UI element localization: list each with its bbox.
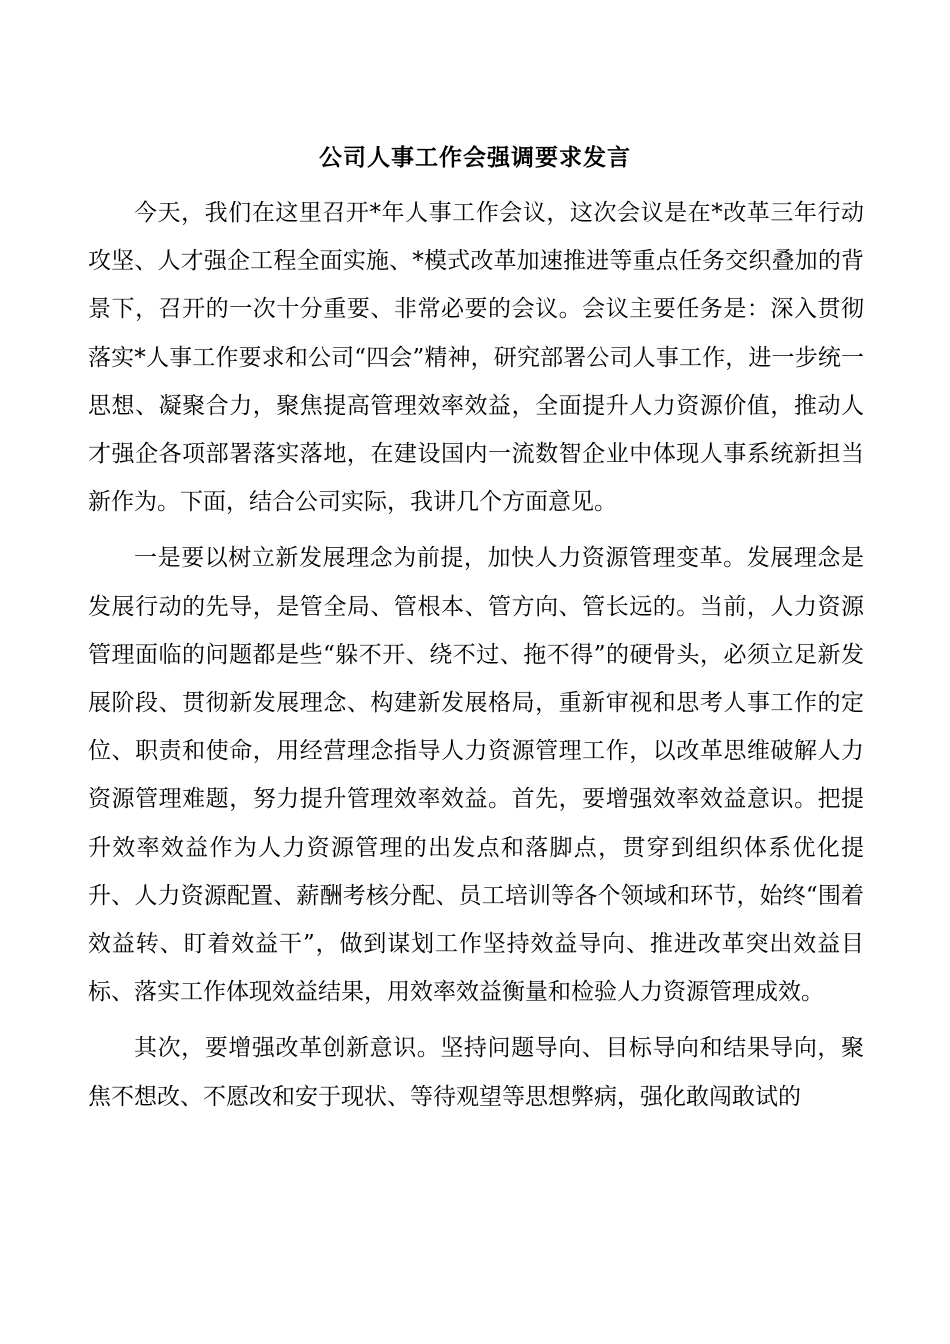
document-body — [88, 189, 864, 1129]
paragraph-point-one: 一是要以树立新发展理念为前提，加快人力资源管理变革。发展理念是发展行动的先导，是管全局、管根本、管方向、管长远的。当前，人力资源管理面临的问题都是些“躲不开、绕不过、拖不得”的硬骨头，必须立足新发展阶段、贯彻新发展理念、构建新发展格局，重新审视和思考人事工作的定位、职责和使命，用经营理念指导人力资源管理工作，以改革思维破解人力资源管理难题，努力提升管理效率效益。首先，要增强效率效益意识。把提升效率效益作为人力资源管理的出发点和落脚点，贯穿到组织体系优化提升、人力资源配置、薪酬考核分配、员工培训等各个领域和环节，始终“围着效益转、盯着效益干”，做到谋划工作坚持效益导向、推进改革突出效益目标、落实工作体现效益结果，用效率效益衡量和检验人力资源管理成效。 — [88, 545, 864, 1006]
document-title: 公司人事工作会强调要求发言 — [319, 145, 631, 171]
paragraph-intro: 今天，我们在这里召开*年人事工作会议，这次会议是在*改革三年行动攻坚、人才强企工程全面实施、*模式改革加速推进等重点任务交织叠加的背景下，召开的一次十分重要、非常必要的会议。会议主要任务是：深入贯彻落实*人事工作要求和公司“四会”精神，研究部署公司人事工作，进一步统一思想、凝聚合力，聚焦提高管理效率效益，全面提升人力资源价值，推动人才强企各项部署落实落地，在建设国内一流数智企业中体现人事系统新担当新作为。下面，结合公司实际，我讲几个方面意见。 — [88, 200, 864, 516]
paragraph-second: 其次，要增强改革创新意识。坚持问题导向、目标导向和结果导向，聚焦不想改、不愿改和安于现状、等待观望等思想弊病，强化敢闯敢试的 — [88, 1035, 864, 1110]
